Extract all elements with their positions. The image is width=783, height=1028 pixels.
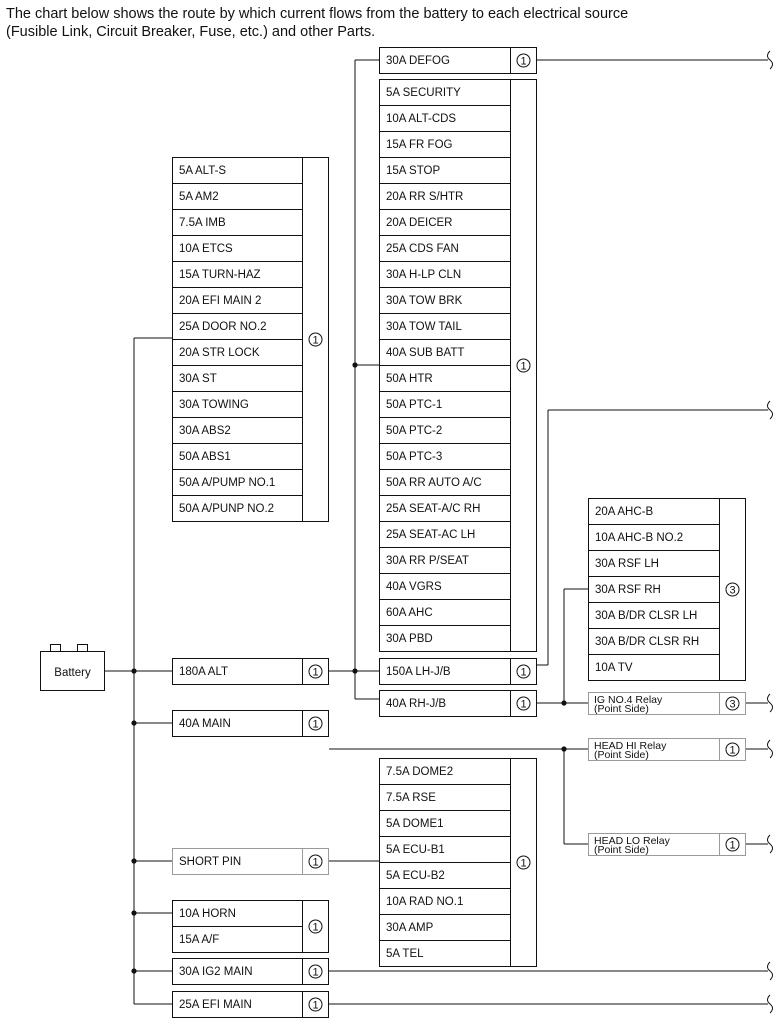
fuse-label: 5A DOME1 (386, 818, 444, 830)
fuse-label: 25A EFI MAIN (179, 999, 252, 1011)
fuse-label: 5A ALT-S (179, 165, 227, 177)
marker-number: 1 (312, 921, 319, 934)
fuse-label: 30A DEFOG (386, 55, 450, 67)
continuation-mark (768, 740, 773, 758)
fuse-label: 50A A/PUNP NO.2 (179, 503, 275, 515)
fuse-label: 15A FR FOG (386, 139, 453, 151)
junction-dot (131, 668, 136, 673)
fuse-label: 20A RR S/HTR (386, 191, 464, 203)
fuse-label: 15A A/F (179, 934, 220, 946)
fuse-label: 10A HORN (179, 908, 236, 920)
fuse-label: 7.5A IMB (179, 217, 226, 229)
junction-dot (131, 720, 136, 725)
marker-number: 1 (729, 839, 736, 852)
fuse-label: 30A ST (179, 373, 217, 385)
continuation-mark (768, 401, 773, 419)
fuse-label: 20A DEICER (386, 217, 453, 229)
fuse-label: 30A AMP (386, 922, 434, 934)
marker-number: 1 (520, 360, 527, 373)
junction-dot (131, 968, 136, 973)
fuse-label: 40A RH-J/B (386, 698, 447, 710)
marker-number: 1 (312, 966, 319, 979)
marker-number: 1 (520, 857, 527, 870)
continuation-mark (768, 962, 773, 980)
marker-number: 1 (520, 698, 527, 711)
relay-side: (Point Side) (594, 703, 649, 715)
fuse-label: 10A AHC-B NO.2 (595, 532, 684, 544)
fuse-label: 30A ABS2 (179, 425, 231, 437)
fuse-label: 10A TV (595, 662, 633, 674)
fuse-group-pin (380, 759, 537, 967)
fuse-label: 20A AHC-B (595, 506, 654, 518)
fuse-label: 10A ETCS (179, 243, 233, 255)
marker-number: 3 (729, 584, 736, 597)
fuse-label: 30A RR P/SEAT (386, 555, 469, 567)
marker-number: 1 (312, 334, 319, 347)
fuse-label: 20A STR LOCK (179, 347, 260, 359)
fuse-label: 40A SUB BATT (386, 347, 465, 359)
fuse-label: 10A RAD NO.1 (386, 896, 464, 908)
fuse-label: SHORT PIN (179, 856, 242, 868)
junction-dot (131, 858, 136, 863)
marker-number: 1 (312, 999, 319, 1012)
fuse-label: 50A PTC-3 (386, 451, 443, 463)
fuse-label: 15A STOP (386, 165, 441, 177)
marker-number: 1 (312, 718, 319, 731)
fuse-label: 40A VGRS (386, 581, 442, 593)
fuse-label: 25A SEAT-AC LH (386, 529, 476, 541)
fuse-label: 30A B/DR CLSR LH (595, 610, 698, 622)
battery-terminal-right (78, 645, 88, 652)
marker-number: 1 (312, 856, 319, 869)
intro-line-2: (Fusible Link, Circuit Breaker, Fuse, etc.) and other Parts. (6, 24, 376, 40)
junction-dot (352, 362, 357, 367)
fuse-label: 50A PTC-2 (386, 425, 443, 437)
junction-dot (131, 910, 136, 915)
fuse-label: 50A A/PUMP NO.1 (179, 477, 276, 489)
relay-name: IG NO.4 Relay (594, 694, 663, 706)
fuse-label: 5A TEL (386, 948, 424, 960)
fuse-label: 5A AM2 (179, 191, 219, 203)
fuse-label: 30A TOWING (179, 399, 249, 411)
fuse-label: 5A SECURITY (386, 87, 461, 99)
fuse-label: 50A HTR (386, 373, 433, 385)
fuse-label: 50A RR AUTO A/C (386, 477, 482, 489)
fuse-label: 30A H-LP CLN (386, 269, 462, 281)
fuse-label: 30A RSF RH (595, 584, 661, 596)
fuse-label: 50A PTC-1 (386, 399, 443, 411)
fuse-label: 60A AHC (386, 607, 433, 619)
fuse-label: 30A RSF LH (595, 558, 659, 570)
fuse-label: 30A B/DR CLSR RH (595, 636, 700, 648)
fuse-label: 5A ECU-B1 (386, 844, 445, 856)
marker-number: 3 (729, 698, 736, 711)
fuse-label: 25A CDS FAN (386, 243, 459, 255)
fuse-label: 10A ALT-CDS (386, 113, 457, 125)
fuse-label: 20A EFI MAIN 2 (179, 295, 262, 307)
fuse-label: 50A ABS1 (179, 451, 231, 463)
continuation-mark (768, 51, 773, 69)
marker-number: 1 (520, 55, 527, 68)
relay-side: (Point Side) (594, 749, 649, 761)
marker-number: 1 (729, 744, 736, 757)
fuse-label: 30A TOW BRK (386, 295, 463, 307)
continuation-mark (768, 694, 773, 712)
relay-name: HEAD LO Relay (594, 835, 670, 847)
fuse-label: 30A PBD (386, 633, 433, 645)
intro-line-1: The chart below shows the route by which current flows from the battery to each electrical source (6, 6, 629, 22)
fuse-label: 7.5A DOME2 (386, 766, 454, 778)
relay-name: HEAD HI Relay (594, 740, 667, 752)
fuse-label: 30A TOW TAIL (386, 321, 462, 333)
fuse-group-left (173, 158, 329, 522)
fuse-label: 7.5A RSE (386, 792, 436, 804)
fuse-label: 25A SEAT-A/C RH (386, 503, 481, 515)
continuation-mark (768, 995, 773, 1013)
relay-side: (Point Side) (594, 844, 649, 856)
marker-number: 1 (520, 666, 527, 679)
fuse-label: 5A ECU-B2 (386, 870, 445, 882)
continuation-mark (768, 835, 773, 853)
fuse-label: 150A LH-J/B (386, 666, 451, 678)
fuse-label: 30A IG2 MAIN (179, 966, 253, 978)
battery-terminal-left (51, 645, 61, 652)
fuse-label: 25A DOOR NO.2 (179, 321, 267, 333)
marker-number: 1 (312, 666, 319, 679)
battery-label: Battery (54, 667, 91, 679)
fuse-label: 40A MAIN (179, 718, 231, 730)
fuse-label: 15A TURN-HAZ (179, 269, 261, 281)
fuse-label: 180A ALT (179, 666, 229, 678)
